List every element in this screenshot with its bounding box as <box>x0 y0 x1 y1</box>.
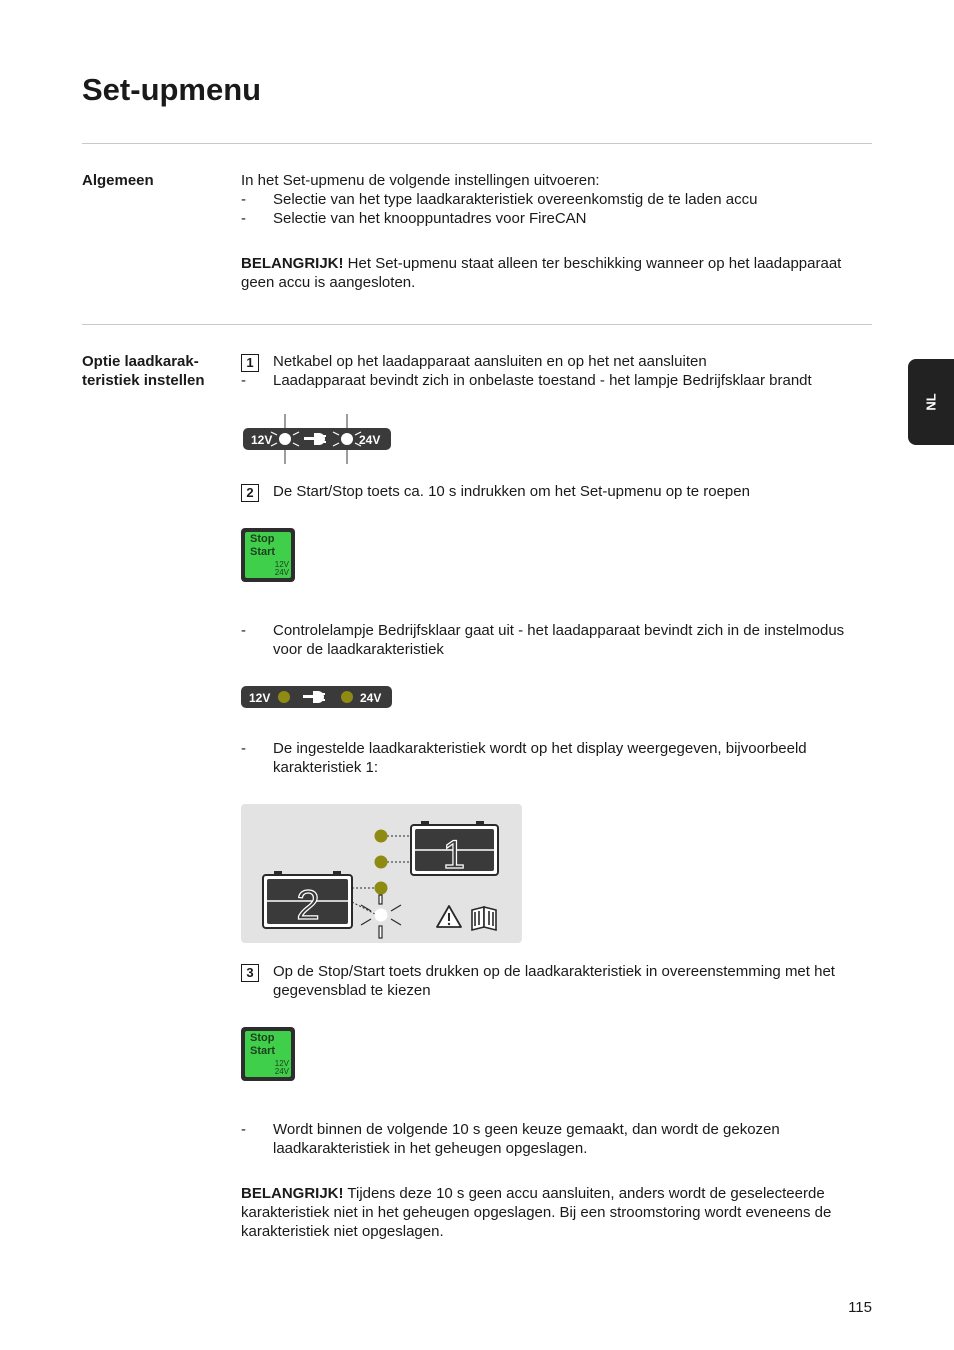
charge-characteristic-display <box>241 804 522 943</box>
important-label: BELANGRIJK! <box>241 255 344 272</box>
step-text: Netkabel op het laadapparaat aansluiten en op het net aansluiten <box>273 353 707 370</box>
list-item-text: Selectie van het knooppuntadres voor FireCAN <box>273 210 587 227</box>
button-label-start: Start <box>250 546 276 558</box>
list-item: - Selectie van het type laadkarakteristiek overeenkomstig de te laden accu <box>241 191 758 208</box>
bullet-a: - Controlelampje Bedrijfsklaar gaat uit - het laadapparaat bevindt zich in de instelmodus voor de laadkarakteristiek <box>241 622 845 658</box>
button-face <box>245 1031 291 1077</box>
step-text: Op de Stop/Start toets drukken op de laadkarakteristiek in overeenstemming met het gegevensblad te kiezen <box>273 963 835 999</box>
button-label-12v: 12V <box>274 560 289 569</box>
bullet-b: - De ingestelde laadkarakteristiek wordt op het display weergegeven, bijvoorbeeld karakteristiek 1: <box>241 740 807 776</box>
step-text: De Start/Stop toets ca. 10 s indrukken om het Set-upmenu op te roepen <box>273 483 750 500</box>
button-label-start: Start <box>250 1045 276 1057</box>
list-item-text: Laadapparaat bevindt zich in onbelaste toestand - het lampje Bedrijfsklaar brandt <box>273 372 812 389</box>
panel-graphic <box>240 685 394 709</box>
step-1 <box>241 352 873 390</box>
page-title: Set-upmenu <box>82 72 262 107</box>
led-24v-off <box>341 691 353 703</box>
important-note <box>241 1184 873 1241</box>
list-item: - Selectie van het knooppuntadres voor FireCAN <box>241 210 587 227</box>
step-number: 2 <box>241 484 259 502</box>
led-characteristic-3 <box>375 882 388 895</box>
led-characteristic-2 <box>375 856 388 869</box>
stop-start-button[interactable] <box>241 1027 295 1081</box>
bullet-c: - Wordt binnen de volgende 10 s geen keuze gemaakt, dan wordt de gekozen laadkarakteristiek in het geheugen opgeslagen. <box>241 1121 780 1157</box>
button-label-stop: Stop <box>250 533 275 545</box>
panel-label-24v: 24V <box>360 691 382 705</box>
panel-label-12v: 12V <box>251 433 273 447</box>
list-item-text: Selectie van het type laadkarakteristiek overeenkomstig de te laden accu <box>273 191 758 208</box>
led-12v-on <box>279 433 291 445</box>
step-3 <box>241 962 873 1000</box>
battery-number-2: 2 <box>296 881 320 928</box>
button-label-12v: 12V <box>274 1059 289 1068</box>
button-label-24v: 24V <box>274 1067 289 1076</box>
led-characteristic-1 <box>375 830 388 843</box>
step-number: 1 <box>241 354 259 372</box>
stop-start-button[interactable] <box>241 528 295 582</box>
algemeen-body <box>241 171 873 292</box>
section-heading-algemeen: Algemeen <box>82 172 154 189</box>
panel-label-24v: 24V <box>359 433 381 447</box>
battery-icon <box>263 871 352 928</box>
algemeen-intro: In het Set-upmenu de volgende instellingen uitvoeren: <box>241 172 600 189</box>
step-2 <box>241 482 873 501</box>
important-note <box>241 254 873 292</box>
led-24v-on <box>341 433 353 445</box>
list-item-text: De ingestelde laadkarakteristiek wordt op het display weergegeven, bijvoorbeeld karakteristiek 1: <box>273 740 807 776</box>
divider <box>82 324 872 325</box>
heading-line: Optie laadkarak- <box>82 353 199 370</box>
important-label: BELANGRIJK! <box>241 1185 344 1202</box>
important-text: Het Set-upmenu staat alleen ter beschikking wanneer op het laadapparaat geen accu is aangesloten. <box>241 255 842 291</box>
divider <box>82 143 872 144</box>
panel-label-12v: 12V <box>249 691 271 705</box>
section-heading-optie <box>82 352 205 390</box>
manual-book-icon <box>472 907 496 930</box>
panel-graphic <box>240 414 394 466</box>
language-tab <box>908 359 954 445</box>
control-panel-leds-off <box>240 685 394 709</box>
battery-icon <box>411 821 498 877</box>
led-12v-off <box>278 691 290 703</box>
page-number: 115 <box>848 1299 872 1316</box>
led-characteristic-lit <box>375 909 388 922</box>
battery-number-1: 1 <box>442 833 466 877</box>
list-item-text: Wordt binnen de volgende 10 s geen keuze gemaakt, dan wordt de gekozen laadkarakteristiek in het geheugen opgeslagen. <box>273 1121 780 1157</box>
language-tab-label: NL <box>923 393 939 411</box>
button-label-stop: Stop <box>250 1032 275 1044</box>
display-graphic <box>241 804 522 943</box>
heading-line: teristiek instellen <box>82 372 205 389</box>
button-label-24v: 24V <box>274 568 289 577</box>
button-face <box>245 532 291 578</box>
list-item: - Laadapparaat bevindt zich in onbelaste toestand - het lampje Bedrijfsklaar brandt <box>241 372 812 389</box>
important-text: Tijdens deze 10 s geen accu aansluiten, anders wordt de geselecteerde karakteristiek niet in het geheugen opgeslagen. Bij een stroomstoring wordt eveneens de karakteristiek niet opgeslagen. <box>241 1185 832 1240</box>
step-number: 3 <box>241 964 259 982</box>
warning-icon <box>437 906 461 927</box>
list-item-text: Controlelampje Bedrijfsklaar gaat uit - het laadapparaat bevindt zich in de instelmodus voor de laadkarakteristiek <box>273 622 845 658</box>
control-panel-leds-on <box>240 414 394 466</box>
